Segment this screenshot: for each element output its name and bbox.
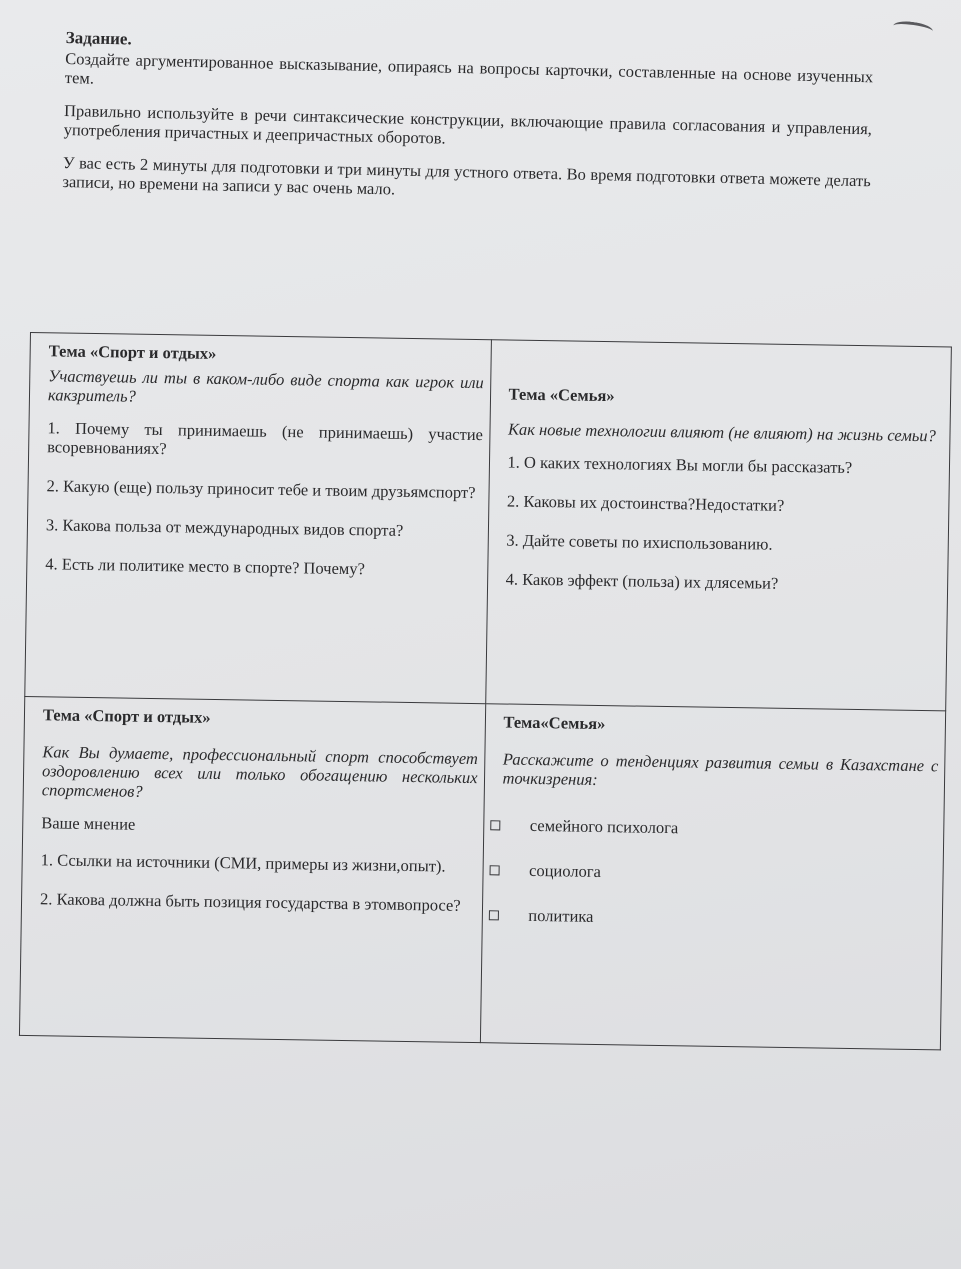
task-paragraph-3: У вас есть 2 минуты для подготовки и три минуты для устного ответа. Во время подготовки ответа можете делать записи, но времени на записи у вас очень мало. [62, 152, 871, 199]
card-lead: Как новые технологии влияют (не влияют) на жизнь семьи? [507, 419, 936, 446]
card-question: 3. Какова польза от международных видов спорта? [45, 515, 404, 540]
card-question: 1. Почему ты принимаешь (не принимаешь) участие всоревнованиях? [47, 418, 484, 459]
card-question: 4. Каков эффект (польза) их длясемьи? [505, 569, 779, 593]
list-item [489, 860, 937, 886]
card-sport-1 [25, 333, 491, 704]
cards-table [19, 332, 952, 1050]
task-paragraph-1: Создайте аргументированное высказывание, опираясь на вопросы карточки, составленные на основе изученных тем. [64, 48, 874, 88]
bullet-text: социолога [528, 860, 602, 882]
card-question: 2. Каковы их достоинства?Недостатки? [506, 491, 785, 515]
card-family-1 [485, 340, 951, 711]
card-lead: Расскажите о тенденциях развития семьи в Казахстане с точкизрения: [502, 749, 939, 789]
card-opinion: Ваше мнение [41, 813, 136, 834]
card-family-2 [480, 704, 946, 1050]
bullet-text: семейного психолога [529, 815, 679, 838]
card-lead: Участвуешь ли ты в каком-либо виде спорта как игрок или какзритель? [47, 366, 484, 406]
card-title: Тема«Семья» [503, 712, 606, 734]
list-item [488, 905, 936, 931]
task-title: Задание. [65, 28, 132, 49]
card-question: 1. О каких технологиях Вы могли бы рассказать? [507, 452, 853, 477]
card-question: 2. Какую (еще) пользу приносит тебе и твоим друзьямспорт? [46, 476, 476, 503]
card-question: 4. Есть ли политике место в спорте? Почему? [45, 554, 366, 579]
card-question: 1. Ссылки на источники (СМИ, примеры из жизни,опыт). [40, 850, 446, 876]
list-item [490, 815, 938, 841]
card-title: Тема «Спорт и отдых» [42, 705, 211, 727]
card-title: Тема «Спорт и отдых» [48, 341, 217, 363]
checkbox-square-icon [490, 820, 500, 830]
card-question: 3. Дайте советы по ихиспользованию. [506, 530, 773, 554]
task-paragraph-2: Правильно используйте в речи синтаксические конструкции, включающие правила согласования и управления, употребления причастных и деепричастных оборотов. [63, 100, 873, 148]
task-block [62, 28, 874, 223]
card-question: 2. Какова должна быть позиция государства в этомвопросе? [39, 889, 461, 915]
checkbox-square-icon [488, 910, 498, 920]
card-sport-2 [19, 696, 485, 1042]
checkbox-square-icon [489, 865, 499, 875]
card-title: Тема «Семья» [508, 384, 615, 406]
pen-mark [892, 19, 933, 37]
bullet-text: политика [528, 905, 594, 926]
card-lead: Как Вы думаете, профессиональный спорт способствует оздоровлению всех или только обогащению нескольких спортсменов? [41, 742, 479, 801]
